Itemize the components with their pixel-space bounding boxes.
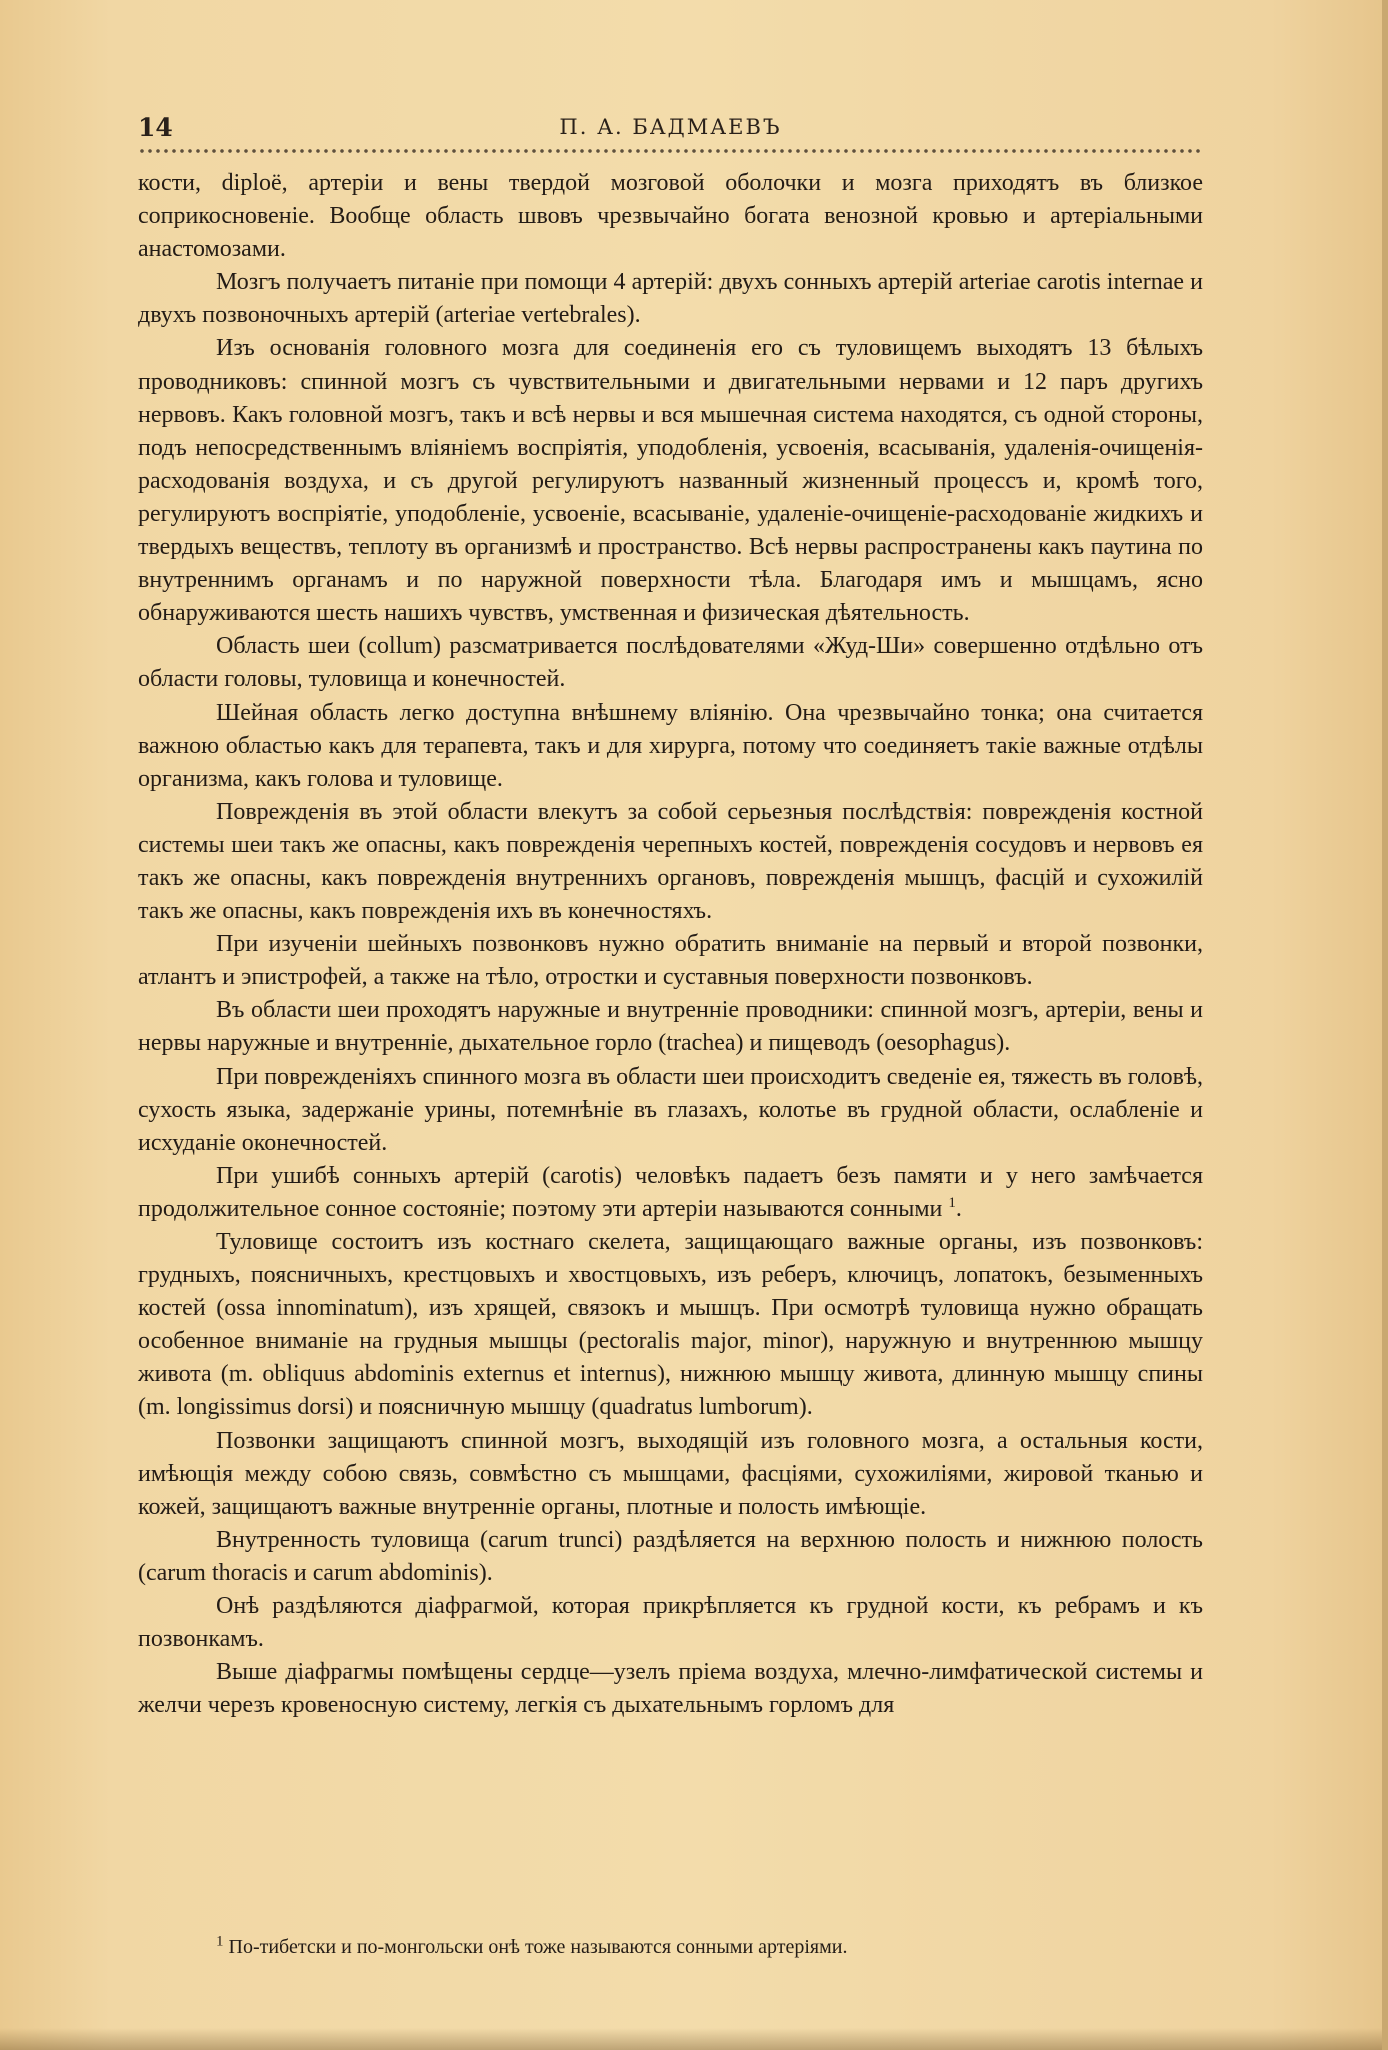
paragraph-end: . <box>955 1195 962 1222</box>
paragraph: кости, diploë, артеріи и вены твердой мозговой оболочки и мозга приходятъ въ близкое соприкосновеніе. Вообще область швовъ чрезвычайно богата венозной кровью и артеріальными анастомозами. <box>138 170 1203 263</box>
header-rule <box>138 148 1203 154</box>
paragraph: Выше діафрагмы помѣщены сердце—узелъ пріема воздуха, млечно-лимфатической системы и желчи черезъ кровеносную систему, легкія съ дыхательнымъ горломъ для <box>138 1659 1203 1719</box>
paragraph: Шейная область легко доступна внѣшнему вліянію. Она чрезвычайно тонка; она считается важною областью какъ для терапевта, такъ и для хирурга, потому что соединяетъ такіе важные отдѣлы организма, какъ голова и туловище. <box>138 699 1203 792</box>
paragraph-text: При ушибѣ сонныхъ артерій (carotis) человѣкъ падаетъ безъ памяти и у него замѣчается продолжительное сонное состояніе; поэтому эти артеріи называются сонными <box>138 1162 1203 1222</box>
running-title: П. А. БАДМАЕВЪ <box>559 115 782 139</box>
page-number: 14 <box>138 113 173 142</box>
paragraph: Область шеи (collum) разсматривается послѣдователями «Жуд-Ши» совершенно отдѣльно отъ области головы, туловища и конечностей. <box>138 633 1203 693</box>
paragraph: Позвонки защищаютъ спинной мозгъ, выходящій изъ головного мозга, а остальныя кости, имѣющія между собою связь, совмѣстно съ мышцами, фасціями, сухожиліями, жировой тканью и кожей, защищаютъ важные внутренніе органы, плотные и полость имѣющіе. <box>138 1427 1203 1520</box>
paragraph-with-footnote <box>138 1160 1203 1226</box>
footnote-text: По-тибетски и по-монгольски онѣ тоже называются сонными артеріями. <box>228 1936 848 1958</box>
page-header <box>138 113 1203 147</box>
paragraph: Онѣ раздѣляются діафрагмой, которая прикрѣпляется къ грудной кости, къ ребрамъ и къ позвонкамъ. <box>138 1593 1203 1653</box>
footnote-marker: 1 <box>216 1933 224 1950</box>
paragraph: Поврежденія въ этой области влекутъ за собой серьезныя послѣдствія: поврежденія костной системы шеи такъ же опасны, какъ поврежденія черепныхъ костей, поврежденія сосудовъ и нервовъ ея такъ же опасны, какъ поврежденія внутреннихъ органовъ, поврежденія мышцъ, фасцій и сухожилій такъ же опасны, какъ поврежденія ихъ въ конечностяхъ. <box>138 798 1203 925</box>
paragraph: При поврежденіяхъ спинного мозга въ области шеи происходитъ сведеніе ея, тяжесть въ головѣ, сухость языка, задержаніе урины, потемнѣніе въ глазахъ, колотье въ грудной области, ослабленіе и исхуданіе оконечностей. <box>138 1063 1203 1156</box>
body-text <box>138 167 1203 1722</box>
paragraph: Въ области шеи проходятъ наружные и внутренніе проводники: спинной мозгъ, артеріи, вены и нервы наружные и внутренніе, дыхательное горло (trachea) и пищеводъ (oesophagus). <box>138 997 1203 1057</box>
paragraph: Туловище состоитъ изъ костнаго скелета, защищающаго важные органы, изъ позвонковъ: грудныхъ, поясничныхъ, крестцовыхъ и хвостцовыхъ, изъ реберъ, ключицъ, лопатокъ, безыменныхъ костей (ossa innominatum), изъ хрящей, связокъ и мышцъ. При осмотрѣ туловища нужно обращать особенное вниманіе на грудныя мышцы (pectoralis major, minor), наружную и внутреннюю мышцу живота (m. obliquus abdominis externus et internus), нижнюю мышцу живота, длинную мышцу спины (m. longissimus dorsi) и поясничную мышцу (quadratus lumborum). <box>138 1229 1203 1421</box>
paragraph: Мозгъ получаетъ питаніе при помощи 4 артерій: двухъ сонныхъ артерій arteriae carotis internae и двухъ позвоночныхъ артерій (arteriae vertebrales). <box>138 269 1203 329</box>
footnote-reference[interactable]: 1 <box>948 1194 956 1211</box>
footnote <box>138 1933 1203 1961</box>
paragraph: Внутренность туловища (carum trunci) раздѣляется на верхнюю полость и нижнюю полость (carum thoracis и carum abdominis). <box>138 1526 1203 1586</box>
paragraph: Изъ основанія головного мозга для соединенія его съ туловищемъ выходятъ 13 бѣлыхъ проводниковъ: спинной мозгъ съ чувствительными и двигательными нервами и 12 паръ другихъ нервовъ. Какъ головной мозгъ, такъ и всѣ нервы и вся мышечная система находятся, съ одной стороны, подъ непосредственнымъ вліяніемъ воспріятія, уподобленія, усвоенія, всасыванія, удаленія-очищенія-расходованія воздуха, и съ другой регулируютъ названный жизненный процессъ и, кромѣ того, регулируютъ воспріятіе, уподобленіе, усвоеніе, всасываніе, удаленіе-очищеніе-расходованіе жидкихъ и твердыхъ веществъ, теплоту въ организмѣ и пространство. Всѣ нервы распространены какъ паутина по внутреннимъ органамъ и по наружной поверхности тѣла. Благодаря имъ и мышцамъ, ясно обнаруживаются шесть нашихъ чувствъ, умственная и физическая дѣятельность. <box>138 335 1203 627</box>
paragraph: При изученіи шейныхъ позвонковъ нужно обратить вниманіе на первый и второй позвонки, атлантъ и эпистрофей, а также на тѣло, отростки и суставныя поверхности позвонковъ. <box>138 931 1203 991</box>
